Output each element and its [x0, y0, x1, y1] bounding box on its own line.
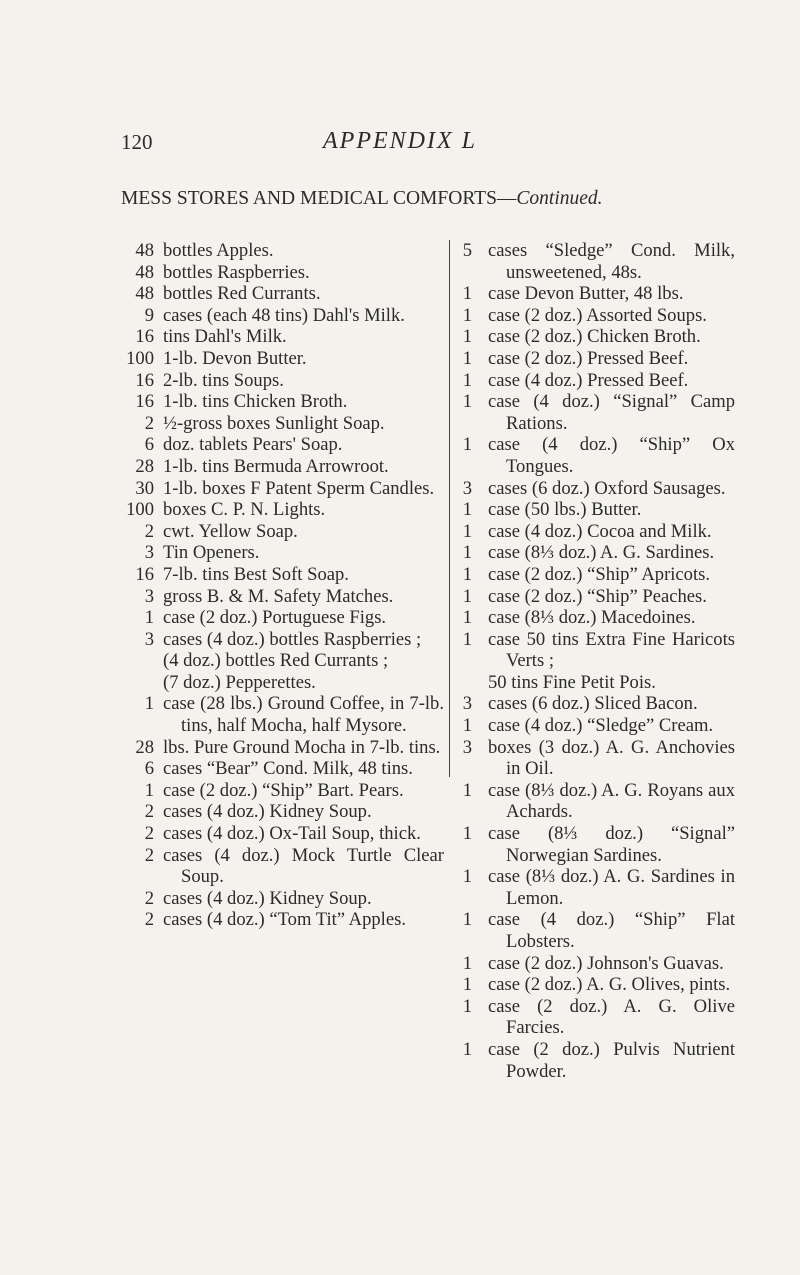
list-item: [114, 693, 444, 736]
item-description: case Devon Butter, 48 lbs.: [488, 283, 684, 305]
item-quantity: 1: [144, 607, 154, 629]
list-item: [114, 240, 444, 262]
item-quantity: 1: [462, 607, 472, 629]
item-description: case (4 doz.) “Signal” Camp Rations.: [488, 391, 735, 434]
item-description: bottles Apples.: [163, 240, 274, 261]
item-quantity: 6: [144, 758, 154, 780]
item-description: cases (4 doz.) “Tom Tit” Apples.: [163, 909, 406, 931]
item-description: case (8⅓ doz.) A. G. Royans aux Achards.: [488, 779, 735, 823]
section-title-continued: Continued.: [516, 188, 603, 209]
list-item: [114, 607, 444, 629]
item-description: bottles Raspberries.: [163, 261, 310, 283]
section-title: [121, 188, 603, 210]
item-description: case (2 doz.) Chicken Broth.: [488, 326, 701, 348]
item-description: case (2 doz.) Johnson's Guavas.: [488, 952, 724, 974]
item-quantity: 3: [144, 542, 154, 564]
list-item: [114, 391, 444, 413]
item-description: case (2 doz.) Pulvis Nutrient Powder.: [488, 1038, 735, 1082]
list-item: [460, 974, 735, 996]
section-title-text: MESS STORES AND MEDICAL COMFORTS—: [121, 188, 517, 209]
item-description: case (2 doz.) “Ship” Bart. Pears.: [163, 779, 404, 801]
item-quantity: 16: [135, 326, 154, 348]
list-item: [460, 586, 735, 608]
item-description: 1-lb. Devon Butter.: [163, 347, 307, 369]
item-description: 50 tins Fine Petit Pois.: [488, 671, 656, 693]
item-description: cases (4 doz.) Ox-Tail Soup, thick.: [163, 823, 421, 845]
list-item: [460, 434, 735, 477]
item-quantity: 16: [135, 563, 154, 585]
list-item: [114, 262, 444, 284]
item-quantity: 1: [462, 434, 472, 456]
item-description: boxes C. P. N. Lights.: [163, 499, 326, 521]
item-description: case (2 doz.) Pressed Beef.: [488, 347, 689, 369]
item-description: case (2 doz.) Portuguese Figs.: [163, 607, 387, 629]
list-item: [460, 391, 735, 434]
item-quantity: 1: [462, 995, 472, 1017]
list-item: [114, 780, 444, 802]
column-divider: [449, 240, 450, 777]
list-item: [460, 1039, 735, 1082]
list-item: [114, 888, 444, 910]
item-quantity: 5: [462, 240, 472, 261]
item-quantity: 2: [144, 823, 154, 845]
list-item: [114, 413, 444, 435]
item-quantity: 16: [135, 391, 154, 413]
item-description: cases “Sledge” Cond. Milk, unsweetened, 48s.: [488, 240, 735, 283]
item-quantity: 1: [462, 909, 472, 931]
item-quantity: 2: [144, 412, 154, 434]
item-quantity: 3: [144, 628, 154, 650]
list-item: [114, 564, 444, 586]
item-quantity: 28: [135, 736, 154, 758]
item-quantity: 3: [462, 736, 472, 758]
item-description: (4 doz.) bottles Red Currants ;: [163, 650, 389, 672]
list-item: [114, 370, 444, 392]
item-description: case (4 doz.) Cocoa and Milk.: [488, 520, 712, 542]
item-description: 1-lb. tins Bermuda Arrowroot.: [163, 455, 389, 477]
item-quantity: 100: [126, 347, 154, 369]
item-description: case (2 doz.) Assorted Soups.: [488, 304, 707, 326]
item-quantity: 1: [462, 520, 472, 542]
list-item: [114, 758, 444, 780]
list-item: [460, 693, 735, 715]
item-quantity: 2: [144, 801, 154, 823]
list-item: [460, 953, 735, 975]
list-item: [460, 715, 735, 737]
list-item: [460, 521, 735, 543]
item-quantity: 16: [135, 369, 154, 391]
item-quantity: 2: [144, 844, 154, 866]
item-description: case (4 doz.) “Ship” Ox Tongues.: [488, 434, 735, 477]
list-item: [114, 629, 444, 651]
list-item: [114, 586, 444, 608]
item-description: cases (4 doz.) Mock Turtle Clear Soup.: [163, 844, 444, 888]
item-description: cases (4 doz.) Kidney Soup.: [163, 887, 372, 909]
list-item: [460, 996, 735, 1039]
item-quantity: 1: [462, 866, 472, 888]
item-description: lbs. Pure Ground Mocha in 7-lb. tins.: [163, 736, 441, 758]
item-description: ½-gross boxes Sunlight Soap.: [163, 412, 385, 434]
item-description: doz. tablets Pears' Soap.: [163, 434, 343, 456]
item-description: 1-lb. boxes F Patent Sperm Candles.: [163, 477, 435, 499]
item-description: cases “Bear” Cond. Milk, 48 tins.: [163, 758, 413, 780]
list-item: [114, 737, 444, 759]
list-item: [460, 499, 735, 521]
item-description: gross B. & M. Safety Matches.: [163, 585, 394, 607]
item-quantity: 1: [462, 391, 472, 413]
item-description: (7 doz.) Pepperettes.: [163, 671, 316, 693]
item-quantity: 3: [144, 585, 154, 607]
right-column: [460, 240, 735, 1082]
list-item: [460, 780, 735, 823]
item-quantity: 2: [144, 520, 154, 542]
item-quantity: 1: [462, 542, 472, 564]
item-description: case (50 lbs.) Butter.: [488, 499, 642, 521]
list-item: [460, 478, 735, 500]
list-item: [114, 823, 444, 845]
list-item: [114, 521, 444, 543]
item-description: 2-lb. tins Soups.: [163, 369, 284, 391]
item-description: cases (6 doz.) Oxford Sausages.: [488, 477, 726, 499]
list-item: [114, 434, 444, 456]
item-quantity: 1: [462, 823, 472, 845]
list-item: [460, 909, 735, 952]
item-quantity: 9: [144, 304, 154, 326]
item-quantity: 1: [462, 347, 472, 369]
item-quantity: 100: [126, 499, 154, 521]
item-description: boxes (3 doz.) A. G. Anchovies in Oil.: [488, 736, 735, 780]
item-quantity: 3: [462, 477, 472, 499]
item-quantity: 1: [462, 628, 472, 650]
page-number: 120: [121, 130, 153, 154]
item-description: case (2 doz.) “Ship” Peaches.: [488, 585, 707, 607]
list-item: [460, 348, 735, 370]
item-description: case 50 tins Extra Fine Haricots Verts ;: [488, 628, 735, 672]
item-quantity: 48: [135, 261, 154, 283]
list-item: [114, 305, 444, 327]
list-item: [460, 737, 735, 780]
list-item: [114, 801, 444, 823]
item-quantity: 1: [462, 304, 472, 326]
list-item: [460, 823, 735, 866]
list-item: [460, 326, 735, 348]
item-quantity: 28: [135, 455, 154, 477]
list-item: [114, 909, 444, 931]
item-description: case (8⅓ doz.) “Signal” Norwegian Sardines.: [488, 823, 735, 866]
item-description: case (8⅓ doz.) A. G. Sardines in Lemon.: [488, 866, 735, 909]
item-quantity: 1: [462, 499, 472, 521]
list-item: [460, 370, 735, 392]
list-item: [114, 348, 444, 370]
list-item: [460, 564, 735, 586]
item-quantity: 30: [135, 477, 154, 499]
list-item: [114, 542, 444, 564]
list-item: [114, 326, 444, 348]
item-quantity: 1: [462, 326, 472, 348]
item-description: cases (4 doz.) Kidney Soup.: [163, 801, 372, 823]
item-quantity: 1: [462, 974, 472, 996]
item-quantity: 6: [144, 434, 154, 456]
left-column: [114, 240, 444, 931]
list-item: [114, 499, 444, 521]
item-quantity: 48: [135, 283, 154, 305]
list-item: [460, 672, 735, 694]
item-description: case (4 doz.) “Sledge” Cream.: [488, 715, 714, 737]
item-description: cases (4 doz.) bottles Raspberries ;: [163, 628, 422, 650]
item-description: case (4 doz.) Pressed Beef.: [488, 369, 689, 391]
item-quantity: 1: [462, 585, 472, 607]
item-description: case (2 doz.) A. G. Olives, pints.: [488, 974, 731, 996]
item-description: 1-lb. tins Chicken Broth.: [163, 391, 348, 413]
list-item: [114, 283, 444, 305]
item-description: cases (6 doz.) Sliced Bacon.: [488, 693, 698, 715]
item-quantity: 1: [462, 283, 472, 305]
item-description: tins Dahl's Milk.: [163, 326, 287, 348]
list-item: [460, 866, 735, 909]
item-quantity: 2: [144, 887, 154, 909]
item-description: Tin Openers.: [163, 542, 260, 564]
item-quantity: 1: [144, 693, 154, 715]
item-description: cases (each 48 tins) Dahl's Milk.: [163, 304, 405, 326]
list-item: [460, 305, 735, 327]
list-item: [460, 240, 735, 283]
item-quantity: 3: [462, 693, 472, 715]
item-description: case (4 doz.) “Ship” Flat Lobsters.: [488, 909, 735, 952]
item-description: bottles Red Currants.: [163, 283, 321, 305]
list-item: [114, 456, 444, 478]
item-quantity: 48: [135, 240, 154, 261]
list-item: [460, 283, 735, 305]
list-item: [114, 845, 444, 888]
item-quantity: 1: [462, 715, 472, 737]
item-description: case (28 lbs.) Ground Coffee, in 7-lb. tins, half Mocha, half Mysore.: [163, 693, 444, 737]
item-description: case (8⅓ doz.) Macedoines.: [488, 607, 696, 629]
item-quantity: 1: [462, 1038, 472, 1060]
running-head: APPENDIX L: [323, 128, 477, 154]
item-description: 7-lb. tins Best Soft Soap.: [163, 563, 349, 585]
list-item: [460, 629, 735, 672]
item-quantity: 2: [144, 909, 154, 931]
list-item: [114, 672, 444, 694]
item-description: case (8⅓ doz.) A. G. Sardines.: [488, 542, 715, 564]
item-quantity: 1: [462, 952, 472, 974]
item-quantity: 1: [462, 563, 472, 585]
item-description: case (2 doz.) “Ship” Apricots.: [488, 563, 711, 585]
item-description: cwt. Yellow Soap.: [163, 520, 298, 542]
item-quantity: 1: [462, 369, 472, 391]
list-item: [114, 478, 444, 500]
item-quantity: 1: [462, 779, 472, 801]
list-item: [114, 650, 444, 672]
item-quantity: 1: [144, 779, 154, 801]
list-item: [460, 542, 735, 564]
list-item: [460, 607, 735, 629]
item-description: case (2 doz.) A. G. Olive Farcies.: [488, 995, 735, 1039]
